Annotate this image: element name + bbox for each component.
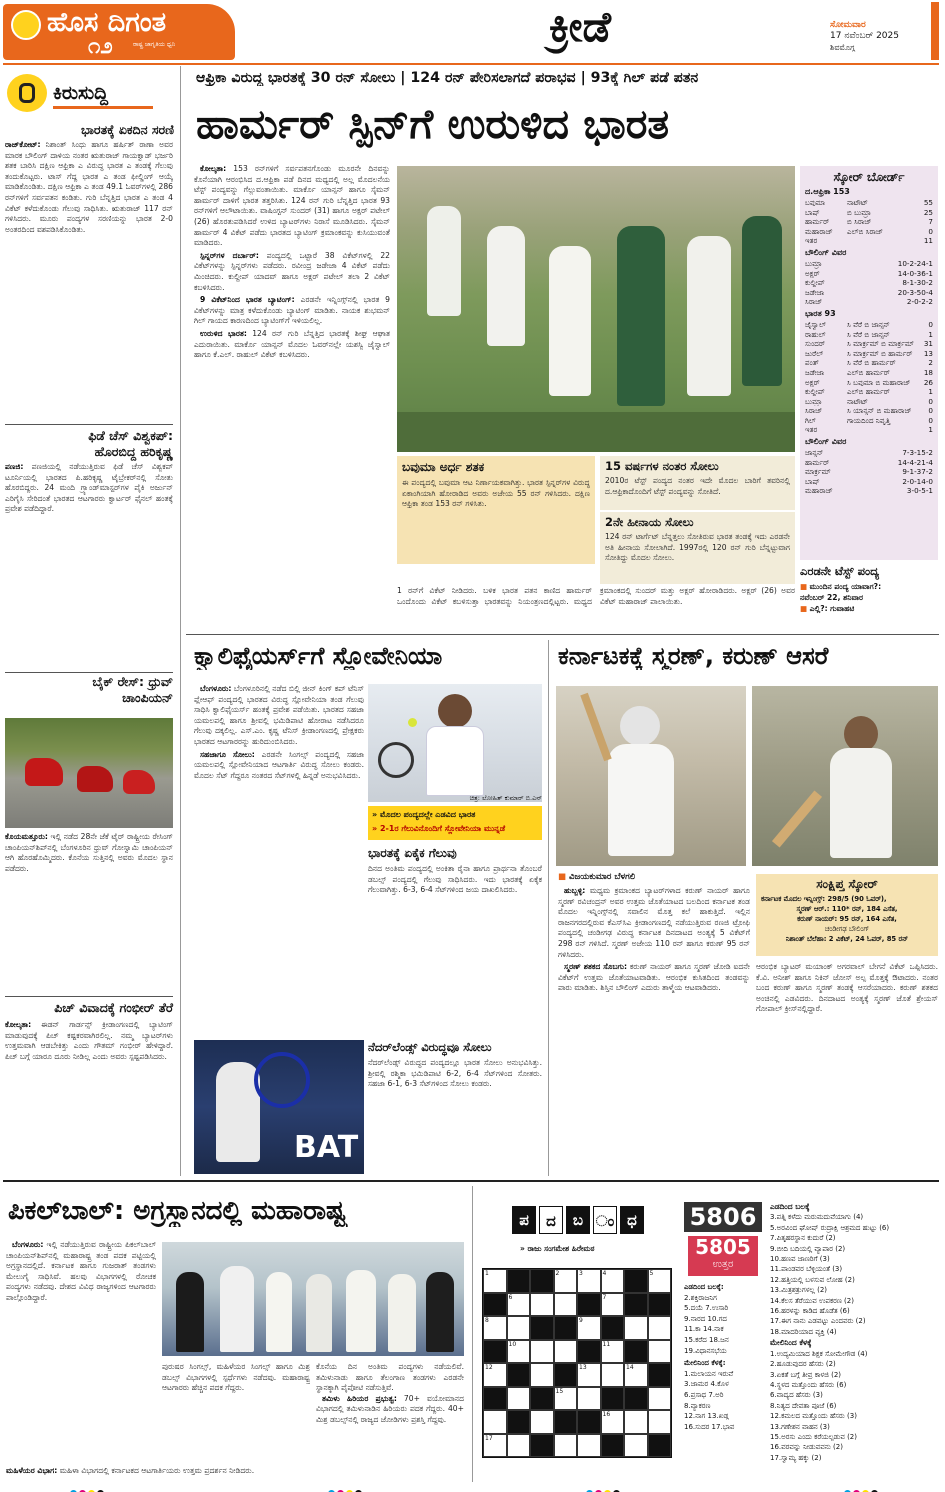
slovenia-sub-title: ಸಹಜಾಗೂ ಸೋಲು: [200,749,255,759]
crossword-cell[interactable] [507,1387,531,1411]
crossword-cell [601,1316,625,1340]
crossword-setter: » ರಾಜು ಸಂಗಮೇಶ ಹಿರೇಮಠ [520,1244,595,1253]
crossword-cell[interactable] [530,1363,554,1387]
india-win-body: ದಿನದ ಅಂತಿಮ ಪಂದ್ಯದಲ್ಲಿ ಅಂಕಿತಾ ರೈನಾ ಹಾಗೂ ಪ್ರಾರ್ಥನಾ ತೊಂಬರೆ ಡಬಲ್ಸ್ ಪಂದ್ಯದಲ್ಲಿ ಗೆಲುವು ಸಾಧಿಸಿದರು. ಇದು ಭಾರತಕ್ಕೆ ಏಕೈಕ ಗೆಲುವಾಗಿತ್ತು. 6-3, 6-4 ಸೆಟ್‌ಗಳಿಂದ ಜಯ ದಾಖಲಿಸಿದರು. [368,864,542,895]
slovenia-dateline: ಬೆಂಗಳೂರು: [200,684,232,693]
kirusuddi-label: ಕಿರುಸುದ್ದಿ [53,82,109,104]
crossword-cell-number: 1 [485,1270,489,1277]
pickleball-sub-title: ತಮಿಳು ಹಿರಿಯರ ಪ್ರಭುತ್ವ: [322,1393,397,1403]
crossword-cell [554,1410,578,1434]
answer-number: 5805 [695,1235,751,1259]
crossword-cell-number: 3 [579,1270,583,1277]
crossword-cell [554,1363,578,1387]
story2-dateline: ಪಣಜಿ: [5,462,24,471]
score-row: ಬವುಮಾ ನಾಟೌಟ್ 55 [805,198,933,207]
crossword-cell[interactable] [483,1363,507,1387]
info-box1-body: ಈ ಪಂದ್ಯದಲ್ಲಿ ಬವುಮಾ ಆಟ ನಿರ್ಣಾಯಕವಾಗಿತ್ತು. ಭಾರತ ಸ್ಪಿನ್ನರ್‌ಗಳ ವಿರುದ್ಧ ಏಕಾಂಗಿಯಾಗಿ ಹೋರಾಡಿದ ಅವರು ಅಜೇಯ 55 ರನ್ ಗಳಿಸಿದರು. ದಕ್ಷಿಣ ಆಫ್ರಿಕಾ ತಂಡ 153 ರನ್ ಗಳಿಸಿತು. [402,478,590,509]
ind-bowling-label: ಬೌಲಿಂಗ್ ವಿವರ [805,247,847,257]
answer-across-item: 5.ದಯೆ 7.ಉಸಾರಿ [684,1304,729,1313]
across-clue: 17.ಈಗ ನಾನು ಎಡವಟ್ಟು ಎಂದವರು (2) [770,1317,866,1326]
city-label: ಶಿವಮೊಗ್ಗ [830,43,855,52]
netherlands-box [368,1040,542,1176]
scoreboard-title: ಸ್ಕೋರ್ ಬೋರ್ಡ್ [833,170,905,184]
down-clue: 4.ಸ್ಥಳದ ಮತ್ತೊಂದು ಹೆಸರು (6) [770,1380,847,1389]
karnataka-dateline: ಹುಬ್ಬಳ್ಳಿ: [564,886,586,895]
bowling-row: ಜಾನ್ಸನ್ 7-3-15-2 [805,448,933,458]
score-row: ಪಂತ್ ಸಿ ವೆರೆ ಬಿ ಹಾರ್ಮರ್ 2 [805,358,933,368]
story3-dateline: ಕೊಯಮತ್ತೂರು: [5,832,48,841]
crossword-cell-number: 5 [649,1270,654,1277]
crossword-cell [530,1434,554,1458]
answer-down-item: 1.ಮಲಾಯನ ಇರುವೆ [684,1369,734,1378]
crossword-cell [601,1434,625,1458]
across-clue: 3.ಪತ್ನಿ ಕಳೆದು ಮರುಮದುವೆಯಾಗು (4) [770,1213,864,1222]
down-clue: 3.ಏಕತೆ ಬಗ್ಗೆ ತೀವ್ರ ಕಾಳಜಿ (2) [770,1370,842,1379]
lead-headline: ಹಾರ್ಮರ್ ಸ್ಪಿನ್‌ಗೆ ಉರುಳಿದ ಭಾರತ [196,100,670,148]
score-row: ಅಕ್ಷರ್ ಸಿ ಬವುಮಾ ಬಿ ಮಹಾರಾಜ್ 26 [805,377,933,387]
crossword-cell [483,1340,507,1364]
slovenia-text: ಬೆಂಗಳೂರಿನಲ್ಲಿ ನಡೆದ ಬಿಲ್ಲಿ ಜೀನ್ ಕಿಂಗ್ ಕಪ್ ಟೆನಿಸ್ ಪ್ಲೇಆಫ್ ಪಂದ್ಯದಲ್ಲಿ ಭಾರತದ ವಿರುದ್ಧ ಸ್ಲೋವೇನಿಯಾ ತಂಡ ಗೆಲುವು ಸಾಧಿಸಿ ಕ್ವಾಲಿಫೈಯರ್ಸ್ ಹಂತಕ್ಕೆ ಪ್ರವೇಶ ಪಡೆಯಿತು. ಭಾರತದ ಸಹಜಾ ಯಮಲಪಲ್ಲಿ ಹಾಗೂ ಶ್ರೀವಲ್ಲಿ ಭಮಿಡಿಪಾಟಿ ಹೋರಾಟ ನಡೆಸಿದರೂ ಗೆಲುವು ದಕ್ಕಲಿಲ್ಲ. ಎಸ್.ಎಂ. ಕೃಷ್ಣ ಟೆನಿಸ್ ಕ್ರೀಡಾಂಗಣದಲ್ಲಿ ಪ್ರೇಕ್ಷಕರು ಭಾರತದ ಆಟಗಾರರನ್ನು ಹುರಿದುಂಬಿಸಿದರು. [194,684,364,746]
lead-dateline: ಕೋಲ್ಕತಾ: [200,164,227,173]
crossword-cell [507,1363,531,1387]
ind-innings-header: ಭಾರತ 93 [805,308,836,318]
bowling-row: ಅಕ್ಷರ್ 14-0-36-1 [805,268,933,278]
answer-down-item: 12.ನಾಗ 13.ಖಡ್ಗ [684,1412,729,1421]
crossword-cell-number: 14 [626,1364,634,1371]
crossword-cell [577,1410,601,1434]
crossword-title-letter: ಬ [566,1206,590,1234]
karnataka-sub-text: ಕರುಣ್ ನಾಯರ್ ಹಾಗೂ ಸ್ಮರಣ್ ಜೋಡಿ ಐದನೇ ವಿಕೆಟ್‌ಗೆ ಉತ್ತಮ ಜೊತೆಯಾಟವಾಡಿತು. ಆರಂಭಿಕ ಕುಸಿತದಿಂದ ತಂಡವನ್ನು ಪಾರು ಮಾಡಿತು. ಶಿಸ್ತಿನ ಬೌಲಿಂಗ್ ಎದುರು ತಾಳ್ಮೆಯ ಆಟವಾಡಿದರು. [558,962,750,993]
down-clue: 2.ಹೂಡುವುದರ ಹೆಸರು (2) [770,1360,836,1369]
section-title: ಕ್ರೀಡೆ [549,2,611,51]
pickleball-body [6,1240,156,1464]
karnataka-text: ಮಧ್ಯಮ ಕ್ರಮಾಂಕದ ಬ್ಯಾಟರ್‌ಗಳಾದ ಕರುಣ್ ನಾಯರ್ ಹಾಗೂ ಸ್ಮರಣ್ ರವಿಚಂದ್ರನ್ ಅವರ ಉತ್ತಮ ಜೊತೆಯಾಟದ ಬಲದಿಂದ ಕರ್ನಾಟಕ ತಂಡ ಮೊದಲ ಇನ್ನಿಂಗ್ಸ್‌ನಲ್ಲಿ ಸವಾಲಿನ ಮೊತ್ತ ಕಲೆ ಹಾಕುತ್ತಿದೆ. ಇಲ್ಲಿನ ರಾಜನಗರದಲ್ಲಿರುವ ಕೆಎಸ್‌ಸಿಎ ಕ್ರೀಡಾಂಗಣದಲ್ಲಿ ನಡೆಯುತ್ತಿರುವ ರಣಜಿ ಟ್ರೋಫಿ ಪಂದ್ಯದಲ್ಲಿ ಚಂಡೀಗಢ ವಿರುದ್ಧ ಕರ್ನಾಟಕ ದಿನದಾಟದ ಅಂತ್ಯಕ್ಕೆ 5 ವಿಕೆಟ್‌ಗೆ 298 ರನ್ ಗಳಿಸಿದೆ. ಸ್ಮರಣ್ ಅಜೇಯ 110 ರನ್ ಹಾಗೂ ಕರುಣ್ 95 ರನ್ ಗಳಿಸಿದರು. [558,886,750,959]
crossword-cell[interactable] [483,1434,507,1458]
pickleball-body-right-text: ಕೊನೆಯ ದಿನ ಅಂತಿಮ ಪಂದ್ಯಗಳು ನಡೆಯಲಿವೆ. ತಮಿಳುನಾಡು ಹಾಗೂ ತೆಲಂಗಾಣ ತಂಡಗಳು ಎರಡನೇ ಸ್ಥಾನಕ್ಕಾಗಿ ಪೈಪೋಟಿ ನಡೆಸುತ್ತಿವೆ. [316,1362,464,1393]
down-clue: 15.ಅರಸು ಎಂದು ಕರೆಯಲ್ಪಡುವ (2) [770,1432,857,1441]
tennis-player-photo [368,684,542,802]
pickleball-headline: ಪಿಕಲ್‌ಬಾಲ್: ಅಗ್ರಸ್ಥಾನದಲ್ಲಿ ಮಹಾರಾಷ್ಟ್ರ [8,1196,347,1226]
slovenia-sub-text: ಎರಡನೇ ಸಿಂಗಲ್ಸ್ ಪಂದ್ಯದಲ್ಲಿ ಸಹಜಾ ಯಮಲಪಲ್ಲಿ ಸ್ಲೋವೇನಿಯಾದ ಆಟಗಾರ್ತಿ ವಿರುದ್ಧ ಸೋಲು ಕಂಡರು. ಮೊದಲ ಸೆಟ್ ಗೆದ್ದರೂ ನಂತರದ ಸೆಟ್‌ಗಳಲ್ಲಿ ಹಿನ್ನಡೆ ಅನುಭವಿಸಿದರು. [194,749,364,780]
answer-across-item: 2.ಶಕ್ತಿರಾಜನಿಗ [684,1293,717,1302]
pickleball-text: ಇಲ್ಲಿ ನಡೆಯುತ್ತಿರುವ ರಾಷ್ಟ್ರೀಯ ಪಿಕಲ್‌ಬಾಲ್ ಚಾಂಪಿಯನ್‌ಶಿಪ್‌ನಲ್ಲಿ ಮಹಾರಾಷ್ಟ್ರ ತಂಡ ಪದಕ ಪಟ್ಟಿಯಲ್ಲಿ ಅಗ್ರಸ್ಥಾನದಲ್ಲಿದೆ. ಕರ್ನಾಟಕ ಹಾಗೂ ಗುಜರಾತ್ ತಂಡಗಳು ಮೇಲುಗೈ ಸಾಧಿಸಿವೆ. ಹಲವು ವಿಭಾಗಗಳಲ್ಲಿ ರೋಚಕ ಪಂದ್ಯಗಳು ನಡೆದವು. ದೇಶದ ವಿವಿಧ ರಾಜ್ಯಗಳಿಂದ ಆಟಗಾರರು ಪಾಲ್ಗೊಂಡಿದ್ದಾರೆ. [6,1240,156,1302]
logo-tagline: ರಾಷ್ಟ್ರ ಜಾಗೃತಿಯ ಧ್ವನಿ [133,41,176,48]
answer-down-label: ಮೇಲಿನಿಂದ ಕೆಳಕ್ಕೆ: [684,1359,726,1368]
crossword-cell[interactable] [601,1340,625,1364]
lead-photo [397,166,795,452]
karun-nair-photo [556,686,746,866]
bowling-row: ಮಾರ್ಕ್ರಮ್ 9-1-37-2 [805,467,933,477]
crossword-cell [648,1363,672,1387]
slovenia-banner [368,806,542,840]
answer-label: ಉತ್ತರ [712,1259,734,1270]
karnataka-score-line4: ಚಂಡೀಗಢ ಬೌಲಿಂಗ್ [824,925,870,933]
across-clue: 5.ಅರವಿಂದ ಘೋಷ್ ರುದ್ರಾಕ್ಷಿ ಆಶ್ರಮದ ಹುಟ್ಟು (6) [770,1223,890,1232]
crossword-cell[interactable] [648,1410,672,1434]
slovenia-banner1: » ಮೊದಲ ಪಂದ್ಯದಲ್ಲೇ ಎಡವಿದ ಭಾರತ [372,810,476,819]
story4-dateline: ಕೋಲ್ಕತಾ: [5,1020,32,1029]
answer-across-label: ಎಡದಿಂದ ಬಲಕ್ಕೆ: [684,1283,724,1291]
next-match-box: ಎರಡನೇ ಟೆಸ್ಟ್ ಪಂದ್ಯ ■ ಮುಂದಿನ ಪಂದ್ಯ ಯಾವಾಗ?: ನವೆಂಬರ್ 22, ಶನಿವಾರ ■ ಎಲ್ಲಿ?: ಗುವಾಹಟಿ [800,564,938,630]
crossword-cell[interactable] [624,1434,648,1458]
crossword-title-letter: ದ [539,1206,563,1234]
bowling-row: ಬುಮ್ರಾ 10-2-24-1 [805,258,933,268]
story1-text: ನಿಶಾಂತ್ ಸಿಂಧು ಹಾಗೂ ಹರ್ಷಿತ್ ರಾಣಾ ಅವರ ಮಾರಕ ಬೌಲಿಂಗ್ ದಾಳಿಯ ನಂತರ ಋತುರಾಜ್ ಗಾಯಕ್ವಾಡ್ ಭರ್ಜರಿ ಶತಕ ಬಾರಿಸಿ ದಕ್ಷಿಣ ಆಫ್ರಿಕಾ ಎ ವಿರುದ್ಧ ಭಾರತ ಎ ತಂಡಕ್ಕೆ ಗೆಲುವು ತಂದುಕೊಟ್ಟರು. ಟಾಸ್ ಗೆದ್ದ ಭಾರತ ಎ ತಂಡ ಫೀಲ್ಡಿಂಗ್ ಆಯ್ಕೆ ಮಾಡಿಕೊಂಡಿತು. ದಕ್ಷಿಣ ಆಫ್ರಿಕಾ ಎ ತಂಡ 49.1 ಓವರ್‌ಗಳಲ್ಲಿ 286 ರನ್‌ಗಳಿಗೆ ಸರ್ವಪತನ ಕಂಡಿತು. ಗುರಿ ಬೆನ್ನತ್ತಿದ ಭಾರತ ಎ ತಂಡ 4 ವಿಕೆಟ್ ಕಳೆದುಕೊಂಡು ಗೆಲುವು ಸಾಧಿಸಿತು. ಋತುರಾಜ್ 117 ರನ್ ಗಳಿಸಿದರು. ಮೂರು ಪಂದ್ಯಗಳ ಸರಣಿಯನ್ನು ಭಾರತ 2-0 ಅಂತರದಿಂದ ವಶಪಡಿಸಿಕೊಂಡಿತು. [5,140,173,234]
crossword-cell [624,1340,648,1364]
crossword-cell[interactable] [577,1363,601,1387]
bowling-row: ಸಿರಾಜ್ 2-0-2-2 [805,297,933,307]
across-clues-label: ಎಡದಿಂದ ಬಲಕ್ಕೆ [770,1202,810,1211]
next-match-when-value: ನವೆಂಬರ್ 22, ಶನಿವಾರ [800,593,864,602]
crossword-cell[interactable] [483,1269,507,1293]
crossword-cell[interactable] [483,1410,507,1434]
crossword-cell[interactable] [577,1316,601,1340]
next-match-where-label: ಎಲ್ಲಿ?: [809,604,828,613]
sa-bowling-list [805,448,933,496]
across-clue: 13.ಮಿತ್ರಶತ್ರುಗಳಲ್ಲ (2) [770,1286,828,1295]
masthead-color-bar [931,2,939,60]
lead-sub3-title: ಉರುಳಿದ ಭಾರತ: [200,328,247,338]
crossword-cell-number: 6 [508,1293,513,1301]
score-row: ಬಾಷ್ ಬಿ ಬುಮ್ರಾ 25 [805,207,933,217]
crossword-cell [483,1387,507,1411]
score-row: ಮಹಾರಾಜ್ ಎಲ್‌ಬಿ ಸಿರಾಜ್ 0 [805,226,933,236]
story4-body [5,1020,173,1172]
crossword-cell-number: 16 [602,1411,611,1418]
story3-text: ಇಲ್ಲಿ ನಡೆದ 28ನೇ ಜೆಕೆ ಟೈರ್ ರಾಷ್ಟ್ರೀಯ ರೇಸಿಂಗ್ ಚಾಂಪಿಯನ್‌ಶಿಪ್‌ನಲ್ಲಿ ಬೆಂಗಳೂರಿನ ಧ್ರುವ್ ಗೋಸ್ವಾಮಿ ಚಾಂಪಿಯನ್ ಆಗಿ ಹೊರಹೊಮ್ಮಿದರು. ಕೊನೆಯ ಸುತ್ತಿನಲ್ಲಿ ಅವರು ಮೊದಲ ಸ್ಥಾನ ಪಡೆದರು. [5,832,173,873]
crossword-cell [577,1293,601,1317]
kirusuddi-column [3,68,175,1176]
tennis-photo-credit: ಚಿತ್ರ: ಲೋಹಿತ್ ಕುಮಾರ್ ಬಿ.ಎನ್ [469,794,542,802]
crossword-cell-number: 10 [508,1340,517,1348]
bowling-row: ಕುಲ್ದೀಪ್ 8-1-30-2 [805,278,933,288]
info-box-15years [600,456,795,510]
score-row: ಸುಂದರ್ ಸಿ ಮಾರ್ಕ್ರಮ್ ಬಿ ಮಾರ್ಕ್ರಮ್ 31 [805,339,933,349]
crossword-cell-number: 9 [579,1317,583,1324]
crossword-cell-number: 7 [602,1293,607,1301]
next-match-when-label: ಮುಂದಿನ ಪಂದ್ಯ ಯಾವಾಗ?: [809,582,882,591]
lead-body [194,164,390,628]
registration-marks [70,1482,880,1490]
crossword-cell [483,1293,507,1317]
crossword-cell [624,1293,648,1317]
netherlands-body: ನೆದರ್‌ಲೆಂಡ್ಸ್ ವಿರುದ್ಧದ ಪಂದ್ಯದಲ್ಲೂ ಭಾರತ ಸೋಲು ಅನುಭವಿಸಿತ್ತು. ಶ್ರೀವಲ್ಲಿ ರಶ್ಮಿಕಾ ಭಮಿಡಿಪಾಟಿ 6-2, 6-4 ಸೆಟ್‌ಗಳಿಂದ ಸೋತರು. ಸಹಜಾ 6-1, 6-3 ಸೆಟ್‌ಗಳಿಂದ ಸೋಲು ಕಂಡರು. [368,1058,542,1089]
crossword-cell-number: 4 [602,1270,607,1277]
down-clues-label: ಮೇಲಿನಿಂದ ಕೆಳಕ್ಕೆ [770,1338,812,1348]
story2-title: ಫಿಡೆ ಚೆಸ್ ವಿಶ್ವಕಪ್: ಹೊರಬಿದ್ದ ಹರಿಕೃಷ್ಣ [88,428,173,459]
tennis-serve-photo: BAT [194,1040,364,1174]
pickleball-dateline: ಬೆಂಗಳೂರು: [12,1240,44,1249]
scoreboard [800,166,938,560]
crossword-title-letter: ಪ [512,1206,536,1234]
crossword-cell[interactable] [648,1340,672,1364]
story1-dateline: ರಾಜ್‌ಕೋಟ್: [5,140,41,149]
info-box3-body: 124 ರನ್ ಟಾರ್ಗೆಟ್ ಬೆನ್ನತ್ತಲು ಸೋತಿರುವ ಭಾರತ ತಂಡಕ್ಕೆ ಇದು ಎರಡನೇ ಅತಿ ಹೀನಾಯ ಸೋಲಾಗಿದೆ. 1997ರಲ್ಲಿ 120 ರನ್ ಗುರಿ ಬೆನ್ನಟ್ಟುವಾಗ ಸೋತಿದ್ದು ಮೊದಲ ಸೋಲು. [605,532,790,563]
bike-race-photo [5,718,173,828]
puzzle-number: 5806 [684,1202,762,1232]
crossword-cell-number: 12 [485,1364,493,1371]
india-win-title: ಭಾರತಕ್ಕೆ ಏಕೈಕ ಗೆಲುವು [368,846,457,860]
score-row: ಕುಲ್ದೀಪ್ ಎಲ್‌ಬಿ ಹಾರ್ಮರ್ 1 [805,387,933,397]
crossword-cell [577,1340,601,1364]
crossword-cell[interactable] [648,1387,672,1411]
lead-text: 153 ರನ್‌ಗಳಿಗೆ ಸರ್ವಪತನಗೊಂಡು ಮೂರನೇ ದಿನವನ್ನು ಕೊನೆಯಾಗಿ ಆರಂಭಿಸಿದ ದ.ಆಫ್ರಿಕಾ ಪಡೆ ದಿನದ ಮಧ್ಯದಲ್ಲಿ ಅಲ್ಲ ಮೊದಲನೆಯ ಟೆಸ್ಟ್ ಪಂದ್ಯವನ್ನು ಗೆಲ್ಲುವಂತಾಯಿತು. ಮಾರ್ಕೊ ಯಾನ್ಸನ್ ಹಾಗೂ ಸೈಮನ್ ಹಾರ್ಮರ್ ದಾಳಿಗೆ ಭಾರತ ತತ್ತರಿಸಿತು. 124 ರನ್ ಗುರಿ ಬೆನ್ನತ್ತಿದ ಭಾರತ 93 ರನ್‌ಗಳಿಗೆ ಆಲೌಟಾಯಿತು. ವಾಷಿಂಗ್ಟನ್ ಸುಂದರ್ (31) ಹಾಗೂ ಅಕ್ಷರ್ ಪಟೇಲ್ (26) ಹೊರತುಪಡಿಸಿದರೆ ಉಳಿದ ಬ್ಯಾಟರ್‌ಗಳು ನಿರಾಸೆ ಮೂಡಿಸಿದರು. ಸೈಮನ್ ಹಾರ್ಮರ್ 4 ವಿಕೆಟ್ ಪಡೆದು ಭಾರತದ ಬ್ಯಾಟಿಂಗ್ ಕ್ರಮಾಂಕವನ್ನು ಕುಸಿಯುವಂತೆ ಮಾಡಿದರು. [194,164,390,248]
lead-sub2-text: ಎರಡನೇ ಇನ್ನಿಂಗ್ಸ್‌ನಲ್ಲಿ ಭಾರತ 9 ವಿಕೆಟ್‌ಗಳನ್ನು ಮಾತ್ರ ಕಳೆದುಕೊಂಡು ಬ್ಯಾಟಿಂಗ್ ಮಾಡಿತು. ನಾಯಕ ಶುಭಮನ್ ಗಿಲ್ ಗಾಯದ ಕಾರಣದಿಂದ ಬ್ಯಾಟಿಂಗ್‌ಗೆ ಇಳಿಯಲಿಲ್ಲ. [194,295,390,326]
across-clue: 12.ಹತ್ತಿಯಲ್ಲಿ ಬಳಸುವ ಲೋಹ (2) [770,1275,855,1284]
story2-text: ಪಣಜಿಯಲ್ಲಿ ನಡೆಯುತ್ತಿರುವ ಫಿಡೆ ಚೆಸ್ ವಿಶ್ವಕಪ್ ಟೂರ್ನಿಯಲ್ಲಿ ಭಾರತದ ಪಿ.ಹರಿಕೃಷ್ಣ ಟೈಬ್ರೇಕರ್‌ನಲ್ಲಿ ಸೋತು ಹೊರಬಿದ್ದರು. 24 ಮಂದಿ ಗ್ರ್ಯಾಂಡ್‌ಮಾಸ್ಟರ್‌ಗಳ ಪೈಕಿ ಅರ್ಜುನ್ ಎರಿಗೈಸಿ ಸೇರಿದಂತೆ ಭಾರತದ ಆಟಗಾರರು ಕ್ವಾರ್ಟರ್ ಫೈನಲ್ ಹಂತಕ್ಕೆ ಪ್ರವೇಶ ಪಡೆದಿದ್ದಾರೆ. [5,462,173,514]
lead-sub3-text: 124 ರನ್ ಗುರಿ ಬೆನ್ನತ್ತಿದ ಭಾರತಕ್ಕೆ ಶೀಘ್ರ ಆಘಾತ ಎದುರಾಯಿತು. ಮಾರ್ಕೊ ಯಾನ್ಸನ್ ಮೊದಲ ಓವರ್‌ನಲ್ಲೇ ಯಶಸ್ವಿ ಜೈಸ್ವಾಲ್ ಹಾಗೂ ಕೆ.ಎಲ್. ರಾಹುಲ್ ವಿಕೆಟ್ ಕಬಳಿಸಿದರು. [194,328,390,360]
logo-block [3,4,235,60]
crossword-cell[interactable] [624,1363,648,1387]
crossword-cell[interactable] [601,1293,625,1317]
score-row: ಸಿರಾಜ್ ಸಿ ಯಾನ್ಸನ್ ಬಿ ಮಹಾರಾಜ್ 0 [805,406,933,416]
story4-text: ಈಡನ್ ಗಾರ್ಡನ್ಸ್ ಕ್ರೀಡಾಂಗಣದಲ್ಲಿ ಬ್ಯಾಟಿಂಗ್ ಮಾಡುವುದಕ್ಕೆ ಪಿಚ್ ಕಷ್ಟಕರವಾಗಿರಲಿಲ್ಲ. ನಮ್ಮ ಬ್ಯಾಟರ್‌ಗಳು ಉತ್ತಮವಾಗಿ ಆಡಬೇಕಿತ್ತು ಎಂದು ಗೌತಮ್ ಗಂಭೀರ್ ಹೇಳಿದ್ದಾರೆ. ಪಿಚ್ ಬಗ್ಗೆ ಯಾರೂ ದೂರು ನೀಡಿಲ್ಲ ಎಂದು ಅವರು ಸ್ಪಷ್ಟಪಡಿಸಿದರು. [5,1020,173,1061]
answer-down-item: 8.ವ್ಯಾಕರಣ [684,1401,711,1410]
lead-continuation: 1 ರನ್‌ಗೆ ವಿಕೆಟ್ ನೀಡಿದರು. ಬಳಿಕ ಭಾರತ ಪತನ ಕಾಣಿದ ಹಾರ್ಮರ್ ಒಂದೊಂದು ವಿಕೆಟ್ ಕಬಳಿಸುತ್ತಾ ಭಾರತವನ್ನು ನಿಯಂತ್ರಣದಲ್ಲಿಟ್ಟರು. ಮಧ್ಯದ ಕ್ರಮಾಂಕದಲ್ಲಿ ಸುಂದರ್ ಮತ್ತು ಅಕ್ಷರ್ ಹೋರಾಡಿದರು. ಅಕ್ಷರ್ (26) ಅವರ ವಿಕೆಟ್ ಮಹಾರಾಜ್ ಪಾಲಾಯಿತು. [397,586,795,606]
crossword-cell[interactable] [554,1269,578,1293]
kirusuddi-header [7,74,169,112]
pickleball-group-photo [162,1242,464,1356]
crossword-cell [530,1269,554,1293]
slovenia-headline: ಕ್ವಾಲಿಫೈಯರ್ಸ್‌ಗೆ ಸ್ಲೋವೇನಿಯಾ [194,642,443,670]
lead-sub1-text: ಪಂದ್ಯದಲ್ಲಿ ಒಟ್ಟಾರೆ 38 ವಿಕೆಟ್‌ಗಳಲ್ಲಿ 22 ವಿಕೆಟ್‌ಗಳನ್ನು ಸ್ಪಿನ್ನರ್‌ಗಳು ಪಡೆದರು. ರವೀಂದ್ರ ಜಡೇಜಾ 4 ವಿಕೆಟ್ ಪಡೆದು ಮಿಂಚಿದರು. ಕುಲ್ದೀಪ್ ಯಾದವ್ ಹಾಗೂ ಅಕ್ಷರ್ ಪಟೇಲ್ ತಲಾ 2 ವಿಕೆಟ್ ಕಬಳಿಸಿದರು. [194,250,390,292]
crossword-cell[interactable] [577,1269,601,1293]
crossword-cell[interactable] [507,1316,531,1340]
across-clue: 11.ಪಾಂಡವರ ಬೆಳ್ಳಿಯಂತೆ (3) [770,1265,843,1274]
masthead [0,0,945,62]
crossword-cell-number: 11 [602,1340,611,1348]
sa-bowling-label: ಬೌಲಿಂಗ್ ವಿವರ [805,437,847,447]
pickleball-footer-title: ಮಹಿಳೆಯರ ವಿಭಾಗ: [6,1466,58,1475]
across-clue: 10.ಹಣವ ಜಾಣರಿಗೆ (3) [770,1255,830,1264]
crossword-cell[interactable] [601,1363,625,1387]
date-block [830,20,930,53]
pickleball-footer-text: ಮಹಿಳಾ ವಿಭಾಗದಲ್ಲಿ ಕರ್ನಾಟಕದ ಆಟಗಾರ್ತಿಯರು ಉತ್ತಮ ಪ್ರದರ್ಶನ ನೀಡಿದರು. [59,1466,255,1475]
score-row: ಬುಮ್ರಾ ನಾಟೌಟ್ 0 [805,396,933,406]
crossword-cell[interactable] [554,1293,578,1317]
karnataka-body [558,886,750,1176]
crossword-title-letter: ಂ [593,1206,617,1234]
story1-body [5,140,173,422]
lead-sub1-title: ಸ್ಪಿನ್ನರ್‌ಗಳ ದರ್ಬಾರ್: [200,250,259,260]
crossword-cell[interactable] [648,1316,672,1340]
crossword-cell [530,1316,554,1340]
crossword-clues [770,1202,940,1480]
karnataka-headline: ಕರ್ನಾಟಕಕ್ಕೆ ಸ್ಮರಣ್, ಕರುಣ್ ಆಸರೆ [558,642,829,670]
down-clue: 12.ಕಮಲದ ಮತ್ತೊಂದು ಹೆಸರು (3) [770,1412,857,1421]
crossword-cell [507,1269,531,1293]
score-row: ಗಿಲ್ ಗಾಯದಿಂದ ನಿವೃತ್ತಿ 0 [805,415,933,425]
crossword-cell[interactable] [507,1434,531,1458]
score-row: ಜುರೆಲ್ ಸಿ ಮಾರ್ಕ್ರಮ್ ಬಿ ಹಾರ್ಮರ್ 13 [805,348,933,358]
answer-down-item: 3.ಜಾಮರ 4.ಕೊಳ [684,1380,729,1389]
karnataka-score-box [756,874,938,956]
down-clue: 13.ಗಣೇಶನ ವಾಹನ (3) [770,1422,830,1431]
story3-body [5,832,173,994]
next-match-where-value: ಗುವಾಹಟಿ [830,604,855,613]
karnataka-score-line2: ಸ್ಮರಣ್ ಆರ್.: 110* ರನ್, 184 ಎಸೆತ, [796,905,898,913]
karnataka-byline: ■ ವಿಜಯಕುಮಾರ ಬೆಳಗಲಿ [558,872,636,882]
slovenia-banner2: » 2-1ರ ಗೆಲುವಿನೊಂದಿಗೆ ಸ್ಲೋವೇನಿಯಾ ಮುನ್ನಡೆ [372,824,506,833]
across-clue: 9.ಬೀದಿ ಬದಿಯಲ್ಲಿ ವ್ಯಾಪಾರ (2) [770,1244,846,1253]
crossword-cell-number: 13 [579,1364,587,1371]
pickleball-footer [6,1466,466,1478]
slovenia-body [194,684,364,1018]
pickleball-body-right [316,1362,464,1482]
info-box1-title: ಬವುಮಾ ಅರ್ಧ ಶತಕ [402,460,485,474]
lead-kicker: ಆಫ್ರಿಕಾ ವಿರುದ್ಧ ಭಾರತಕ್ಕೆ 30 ರನ್ ಸೋಲು | 124 ರನ್ ಪೇರಿಸಲಾಗದೆ ಪರಾಭವ | 93ಕ್ಕೆ ಗಿಲ್ ಪಡೆ ಪತನ [196,70,699,86]
down-clue: 17.ಸ್ವಾಮ್ಯ ಹಕ್ಕು (2) [770,1453,822,1462]
crossword-cell-number: 2 [555,1270,560,1277]
crossword-cell[interactable] [507,1293,531,1317]
info-box2-title: 15 ವರ್ಷಗಳ ನಂತರ ಸೋಲು [605,459,719,473]
answer-across-item: 11.ಕಾ 14.ನಾಕ [684,1325,724,1334]
karnataka-score-line5: ನಿಶಾಂತ್ ಬೆಲೆಹಾ: 2 ವಿಕೆಟ್, 24 ಓವರ್, 85 ರನ್ [785,935,909,943]
crossword-cell[interactable] [530,1293,554,1317]
crossword-cell [648,1293,672,1317]
crossword-cell [601,1387,625,1411]
karnataka-body2: ಆರಂಭಿಕ ಬ್ಯಾಟರ್ ಮಯಾಂಕ್ ಅಗರವಾಲ್ ಬೇಗನೆ ವಿಕೆಟ್ ಒಪ್ಪಿಸಿದರು. ಕೆ.ವಿ. ಅನೀಶ್ ಹಾಗೂ ನಿಕಿನ್ ಜೋಸ್ ಅಲ್ಪ ಮೊತ್ತಕ್ಕೆ ಔಟಾದರು. ನಂತರ ಬಂದ ಕರುಣ್ ಹಾಗೂ ಸ್ಮರಣ್ ತಂಡಕ್ಕೆ ಆಸರೆಯಾದರು. ಕರುಣ್ ಶತಕದ ಅಂಚಿನಲ್ಲಿ ಎಡವಿದರು. ದಿನದಾಟದ ಅಂತ್ಯಕ್ಕೆ ಸ್ಮರಣ್ ಜೊತೆ ಶ್ರೇಯಸ್ ಗೋಪಾಲ್ ಕ್ರೀಸ್‌ನಲ್ಲಿದ್ದಾರೆ. [756,962,938,1014]
answer-down-item: 16.ಸುದರ 17.ಭಾವ [684,1422,735,1431]
crossword-cell[interactable] [577,1387,601,1411]
score-row: ಇತರ 11 [805,236,933,246]
india-win-box [368,846,542,1032]
next-match-title: ಎರಡನೇ ಟೆಸ್ಟ್ ಪಂದ್ಯ [800,564,880,578]
across-clue: 18.ಮಾದರಿಯಾದ ವ್ಯಕ್ತಿ (4) [770,1327,837,1336]
smaran-photo [752,686,938,866]
bowling-row: ಮಹಾರಾಜ್ 3-0-5-1 [805,486,933,496]
crossword-cell[interactable] [577,1434,601,1458]
crossword-title [512,1206,652,1236]
karnataka-score-line1: ಕರ್ನಾಟಕ ಮೊದಲ ಇನ್ನಿಂಗ್ಸ್: 298/5 (90 ಓವರ್), [761,895,887,903]
crossword-cell-number: 8 [485,1317,489,1324]
crossword-cell[interactable] [554,1340,578,1364]
crossword-cell[interactable] [648,1269,672,1293]
crossword-cell [507,1410,531,1434]
score-row: ಜಡೇಜಾ ಎಲ್‌ಬಿ ಹಾರ್ಮರ್ 18 [805,367,933,377]
crossword-cell[interactable] [530,1410,554,1434]
crossword-cell[interactable] [530,1340,554,1364]
story2-body [5,462,173,670]
ind-batting-list [805,320,933,435]
sa-batting-list [805,198,933,246]
crossword-cell[interactable] [483,1316,507,1340]
crossword-cell [624,1269,648,1293]
ind-bowling-list [805,259,933,307]
answer-across-item: 9.ನಾರದ 10.ಗದ [684,1314,727,1323]
crossword-cell[interactable] [624,1410,648,1434]
down-clue: 16.ವರವನ್ನು ನೀಡುವವನು (2) [770,1443,843,1452]
karnataka-score-line3: ಕರುಣ್ ನಾಯರ್: 95 ರನ್, 164 ಎಸೆತ, [797,915,897,923]
logo-text: ಹೊಸ ದಿಗಂತ [47,7,167,38]
pickleball-sub-text: 70+ ವಯೋಮಾನದ ವಿಭಾಗದಲ್ಲಿ ತಮಿಳುನಾಡಿನ ಹಿರಿಯರು ಪದಕ ಗೆದ್ದರು. 40+ ಮಿಶ್ರ ಡಬಲ್ಸ್‌ನಲ್ಲಿ ರಾಜ್ಯದ ಜೋಡಿಗಳು ಪ್ರಶಸ್ತಿ ಗೆದ್ದವು. [316,1393,464,1424]
story1-title: ಭಾರತಕ್ಕೆ ಏಕದಿನ ಸರಣಿ [80,122,174,137]
crossword-cell [554,1316,578,1340]
crossword-cell-number: 17 [485,1434,493,1442]
crossword-cell [648,1434,672,1458]
page-number: ೧೨ [88,34,113,59]
across-clue: 14.ಕೆಲಸ ತೆರೆಯುವ ಉಪಕರಣ (2) [770,1296,854,1305]
pickleball-body-mid: ಪುರುಷರ ಸಿಂಗಲ್ಸ್, ಮಹಿಳೆಯರ ಸಿಂಗಲ್ಸ್ ಹಾಗೂ ಮಿಶ್ರ ಡಬಲ್ಸ್ ವಿಭಾಗಗಳಲ್ಲಿ ಸ್ಪರ್ಧೆಗಳು ನಡೆದವು. ಮಹಾರಾಷ್ಟ್ರ ಆಟಗಾರರು ಹೆಚ್ಚಿನ ಪದಕ ಗೆದ್ದರು. [162,1362,310,1393]
lead-sub2-title: 9 ವಿಕೆಟ್‌ನಿಂದ ಭಾರತ ಬ್ಯಾಟಿಂಗ್: [200,295,295,305]
logo-emblem-icon [11,10,41,40]
crossword-title-letter: ಧ [620,1206,644,1234]
info-box-bavuma [397,456,595,564]
crossword-cell [530,1387,554,1411]
down-clue: 1.ಉದ್ಯಮಿಯಾದ ಶಿಕ್ಷಕ ಸೋಮೇಗೌಡ (4) [770,1349,868,1358]
crossword-cell [624,1387,648,1411]
score-row: ಇತರ 1 [805,425,933,435]
crossword-grid [482,1268,672,1458]
answer-key [684,1282,766,1478]
down-clue: 8.ನಿತ್ಯದ ದೇವತಾ ಪೂಜೆ (6) [770,1401,837,1410]
netherlands-title: ನೆದರ್‌ಲೆಂಡ್ಸ್ ವಿರುದ್ಧವೂ ಸೋಲು [368,1040,492,1054]
karnataka-sub-title: ಸ್ಮರಣ್ ಶತಕದ ಸೊಬಗು: [564,962,628,972]
story3-title: ಬೈಕ್ ರೇಸ್: ಧ್ರುವ್ ಚಾಂಪಿಯನ್ [92,674,173,705]
karnataka-score-title: ಸಂಕ್ಷಿಪ್ತ ಸ್ಕೋರ್ [816,877,878,891]
score-row: ಜೈಸ್ವಾಲ್ ಸಿ ವೆರೆ ಬಿ ಜಾನ್ಸನ್ 0 [805,319,933,329]
answer-down-item: 6.ಪ್ರಸಾಧ 7.ಅರಿ [684,1390,724,1399]
date-label: 17 ನವೆಂಬರ್ 2025 [830,31,899,41]
down-clue: 6.ವಾದ್ಯದ ಹೆಸರು (3) [770,1391,823,1400]
answer-badge [688,1236,758,1276]
crossword-cell[interactable] [507,1340,531,1364]
info-box2-body: 2010ರ ಟೆಸ್ಟ್ ಪಂದ್ಯದ ನಂತರ ಇದೇ ಮೊದಲ ಬಾರಿಗೆ ತವರಿನಲ್ಲಿ ದ.ಆಫ್ರಿಕಾದೊಂದಿಗೆ ಟೆಸ್ಟ್ ಪಂದ್ಯವನ್ನು ಸೋತಿದೆ. [605,476,790,496]
crossword-cell[interactable] [554,1387,578,1411]
answer-across-item: 15.ಕರೆದ 18.ಜನ [684,1335,729,1344]
across-clue: 7.ಪಿತೃಹರಸ್ಥಾನ ಕುದುರೆ (2) [770,1234,836,1243]
crossword-cell-number: 15 [555,1387,564,1395]
crossword-cell[interactable] [554,1434,578,1458]
bowling-row: ಹಾರ್ಮರ್ 14-4-21-4 [805,457,933,467]
crossword-cell[interactable] [601,1410,625,1434]
sa-innings-header: ದ.ಆಫ್ರಿಕಾ 153 [805,187,850,196]
karnataka-byline-text: ವಿಜಯಕುಮಾರ ಬೆಳಗಲಿ [569,872,636,882]
bowling-row: ಬಾಷ್ 2-0-14-0 [805,476,933,486]
story4-title: ಪಿಚ್ ವಿವಾದಕ್ಕೆ ಗಂಭೀರ್ ತೆರೆ [54,1000,173,1015]
day-label: ಸೋಮವಾರ [830,20,866,30]
crossword-cell[interactable] [601,1269,625,1293]
bowling-row: ಜಡೇಜಾ 20-3-50-4 [805,287,933,297]
crossword-cell[interactable] [624,1316,648,1340]
score-row: ಹಾರ್ಮರ್ ಬಿ ಸಿರಾಜ್ 7 [805,217,933,227]
info-box3-title: 2ನೇ ಹೀನಾಯ ಸೋಲು [605,515,694,529]
across-clue: 16.ಹರಳನ್ನು ಕಾಡಿದ ಹೊಡೆತ (6) [770,1307,850,1316]
score-row: ರಾಹುಲ್ ಸಿ ವೆರೆ ಬಿ ಜಾನ್ಸನ್ 1 [805,329,933,339]
answer-across-item: 19.ವಿಧಾನಸಭೆಯ [684,1346,727,1355]
